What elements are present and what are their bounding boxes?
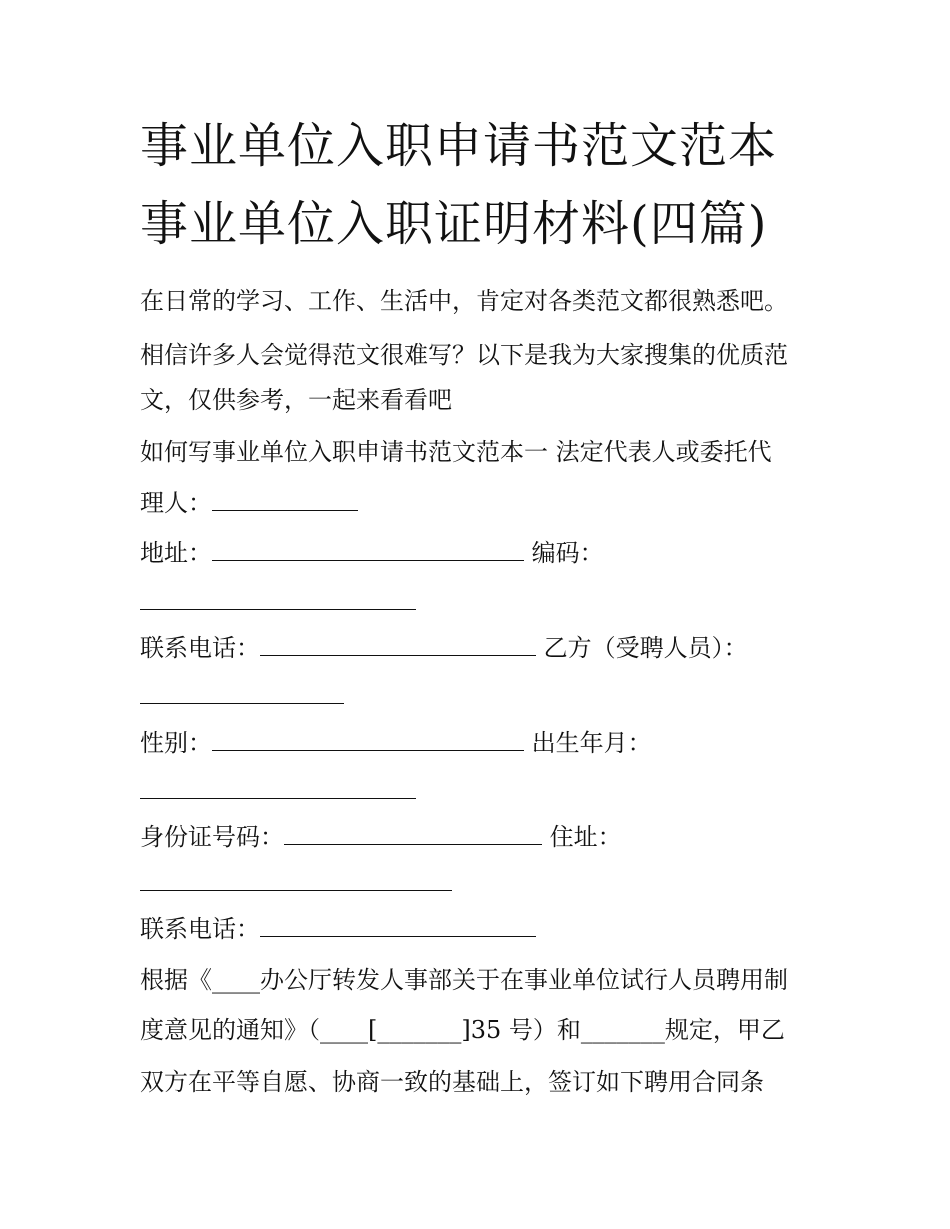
phone2-blank: [260, 914, 536, 937]
phone-label: 联系电话：: [140, 634, 260, 662]
birth-blank: [140, 797, 416, 799]
agent-field: [140, 487, 358, 519]
basis-line-2: 度意见的通知》（____[_______]35 号）和_______规定，甲乙: [140, 1016, 785, 1044]
code-blank: [140, 608, 416, 610]
basis-line-1: 根据《____办公厅转发人事部关于在事业单位试行人员聘用制: [140, 966, 788, 994]
basis-line-3: 双方在平等自愿、协商一致的基础上，签订如下聘用合同条: [140, 1068, 764, 1096]
gender-blank: [212, 728, 524, 751]
intro-line-2: 相信许多人会觉得范文很难写？以下是我为大家搜集的优质范: [140, 341, 788, 369]
party-b-label: 乙方（受聘人员）：: [543, 634, 748, 662]
phone2-label: 联系电话：: [140, 915, 260, 943]
address-field: [140, 537, 604, 569]
address-label: 地址：: [140, 539, 212, 567]
phone2-field: [140, 913, 536, 945]
document-title-line-2: 事业单位入职证明材料(四篇): [140, 196, 768, 252]
agent-blank: [212, 488, 358, 511]
document-title-line-1: 事业单位入职申请书范文范本: [140, 118, 778, 174]
party-b-blank: [140, 702, 344, 704]
residence-blank: [140, 889, 452, 891]
gender-label: 性别：: [140, 729, 212, 757]
birth-label: 出生年月：: [531, 729, 652, 757]
id-blank: [284, 822, 542, 845]
intro-line-3: 文，仅供参考，一起来看看吧: [140, 386, 452, 414]
address-blank: [212, 538, 524, 561]
agent-label: 理人：: [140, 489, 212, 517]
intro-line-1: 在日常的学习、工作、生活中，肯定对各类范文都很熟悉吧。: [140, 287, 788, 315]
phone-blank: [260, 633, 536, 656]
phone-field: [140, 632, 748, 664]
gender-field: [140, 727, 652, 759]
id-label: 身份证号码：: [140, 823, 284, 851]
section-heading-line-1: 如何写事业单位入职申请书范文范本一 法定代表人或委托代: [140, 438, 772, 466]
residence-label: 住址：: [549, 823, 622, 851]
code-label: 编码：: [531, 539, 604, 567]
id-field: [140, 821, 622, 853]
